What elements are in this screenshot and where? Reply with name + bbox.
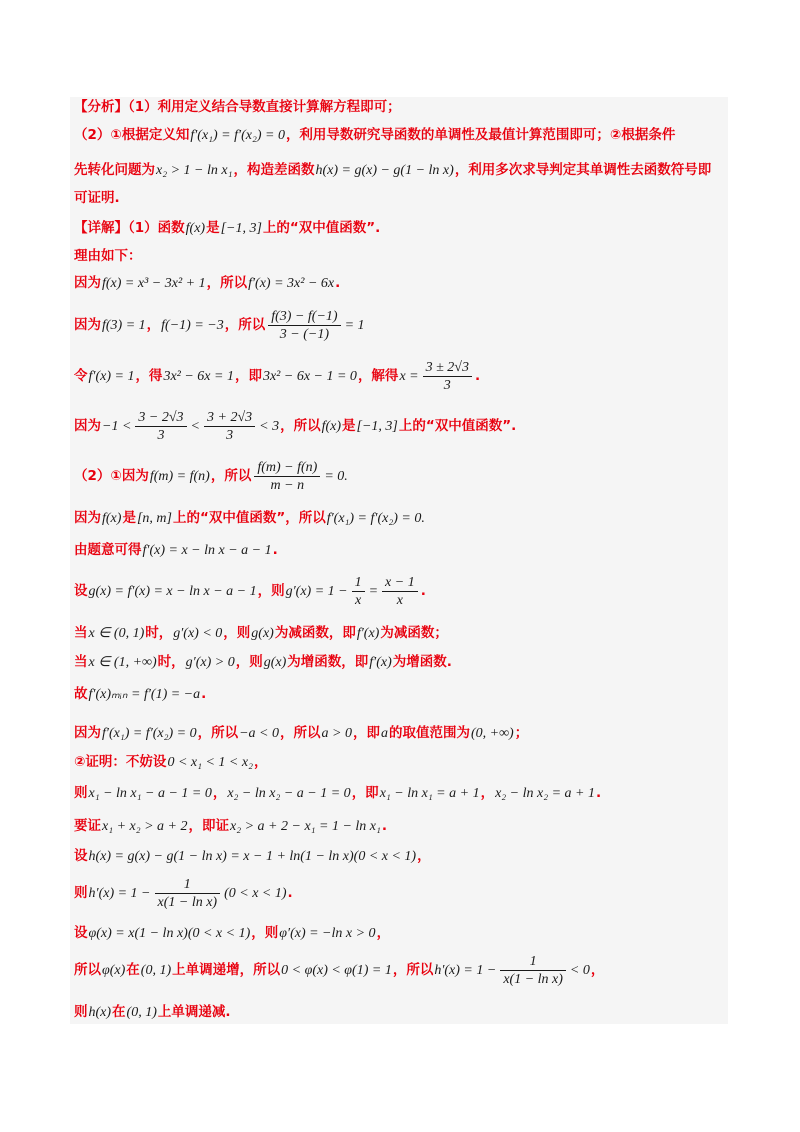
text-run: 故 bbox=[74, 686, 88, 702]
fraction-numerator: x − 1 bbox=[382, 574, 418, 592]
math-expression: [n, m] bbox=[136, 511, 172, 526]
text-run: 上的“双中值函数”. bbox=[262, 220, 381, 236]
fraction-denominator: x(1 − ln x) bbox=[157, 895, 218, 910]
math-expression: f′(x) = 1 bbox=[88, 369, 135, 384]
math-expression: x₂ − ln x₂ = a + 1 bbox=[495, 786, 595, 801]
math-expression: < bbox=[190, 419, 200, 434]
math-expression: (0, 1) bbox=[140, 963, 172, 978]
math-expression: f′(x) = 3x² − 6x bbox=[248, 276, 335, 291]
math-expression: a > 0 bbox=[321, 726, 352, 741]
text-run: 是 bbox=[206, 220, 220, 236]
text-run: ，即证 bbox=[188, 818, 230, 834]
math-expression: = bbox=[368, 584, 379, 599]
math-expression: f(3) = 1 bbox=[102, 318, 146, 333]
text-line bbox=[74, 724, 528, 743]
text-run: 因为 bbox=[74, 418, 101, 434]
math-expression: 3x² − 6x = 1 bbox=[163, 369, 234, 384]
text-line bbox=[74, 753, 267, 772]
text-run: 因为 bbox=[74, 317, 101, 333]
text-line bbox=[74, 541, 278, 560]
fraction-numerator: 1 bbox=[155, 876, 221, 894]
text-line bbox=[74, 359, 480, 394]
text-line bbox=[74, 574, 426, 609]
fraction-denominator: x bbox=[354, 593, 362, 608]
math-expression: g′(x) = 1 − bbox=[285, 584, 348, 599]
math-expression: f(x) bbox=[185, 221, 206, 236]
text-line bbox=[74, 817, 387, 836]
math-expression: h(x) = g(x) − g(1 − ln x) bbox=[315, 163, 454, 178]
fraction bbox=[499, 953, 567, 988]
math-expression: h(x) = g(x) − g(1 − ln x) = x − 1 + ln(1 − ln x)(0 < x < 1) bbox=[88, 849, 417, 864]
text-run: 【详解】（1）函数 bbox=[74, 220, 185, 236]
fraction-numerator: 3 − 2√3 bbox=[135, 409, 186, 427]
text-run: 所以 bbox=[74, 962, 101, 978]
math-expression: x ∈ (1, +∞) bbox=[88, 655, 157, 670]
math-expression: h′(x) = 1 − bbox=[434, 963, 497, 978]
math-expression: f(x) bbox=[102, 511, 122, 526]
math-expression: (0 < x < 1) bbox=[224, 886, 287, 901]
text-run: ，即 bbox=[351, 785, 379, 801]
text-run: . bbox=[474, 368, 481, 384]
text-line bbox=[74, 409, 516, 444]
text-run: 则 bbox=[74, 1004, 88, 1020]
math-expression: x₂ − ln x₂ − a − 1 = 0 bbox=[227, 786, 351, 801]
fraction-numerator: 1 bbox=[500, 953, 566, 971]
text-run: . bbox=[381, 818, 388, 834]
fraction-denominator: 3 bbox=[226, 428, 234, 443]
fraction-numerator: 3 ± 2√3 bbox=[423, 359, 472, 377]
math-expression: (0, +∞) bbox=[470, 726, 514, 741]
text-run: ， bbox=[253, 754, 268, 770]
math-expression: f′(x)ₘᵢₙ = f′(1) = −a bbox=[88, 687, 201, 702]
math-expression: h(x) bbox=[88, 1005, 112, 1020]
text-run: 上的“双中值函数”. bbox=[398, 418, 517, 434]
text-run: 设 bbox=[74, 925, 88, 941]
text-run: ，所以 bbox=[280, 725, 321, 741]
math-expression: −1 < bbox=[102, 419, 132, 434]
text-run: 因为 bbox=[74, 275, 101, 291]
text-run: ，所以 bbox=[197, 725, 239, 741]
text-run: ，利用导数研究导函数的单调性及最值计算范围即可；②根据条件 bbox=[285, 127, 676, 143]
math-expression: = 1 bbox=[344, 318, 365, 333]
text-line bbox=[74, 1003, 231, 1022]
math-expression: < 0 bbox=[569, 963, 590, 978]
text-run: . bbox=[201, 686, 207, 702]
text-run: 的取值范围为 bbox=[388, 725, 470, 741]
text-run: ， bbox=[212, 785, 227, 801]
math-expression: φ(x) bbox=[102, 963, 126, 978]
text-run: ； bbox=[514, 725, 529, 741]
fraction bbox=[422, 359, 473, 394]
text-run: 令 bbox=[74, 368, 88, 384]
fraction-numerator: f(m) − f(n) bbox=[254, 459, 320, 477]
text-run: 上单调递减. bbox=[157, 1004, 231, 1020]
math-expression: f′(x) bbox=[356, 626, 380, 641]
text-run: ，即 bbox=[352, 725, 380, 741]
math-expression: −a < 0 bbox=[239, 726, 280, 741]
text-run: ②证明：不妨设 bbox=[74, 754, 167, 770]
math-expression: h′(x) = 1 − bbox=[88, 886, 151, 901]
text-run: . bbox=[335, 275, 341, 291]
text-line bbox=[74, 847, 431, 866]
math-expression: x₂ > 1 − ln x₁ bbox=[156, 163, 233, 178]
text-run: ， bbox=[590, 962, 605, 978]
text-line bbox=[74, 126, 675, 145]
math-expression: f′(x₁) = f′(x₂) = 0 bbox=[190, 128, 285, 143]
math-expression: 0 < x₁ < 1 < x₂ bbox=[167, 755, 253, 770]
text-run: 为减函数，即 bbox=[274, 625, 356, 641]
text-run: 当 bbox=[74, 654, 88, 670]
fraction bbox=[203, 409, 256, 444]
math-expression: g′(x) > 0 bbox=[185, 655, 235, 670]
math-expression: a bbox=[380, 726, 388, 741]
math-expression: f′(x₁) = f′(x₂) = 0 bbox=[102, 726, 197, 741]
text-run: ，则 bbox=[235, 654, 263, 670]
text-run: 在 bbox=[126, 962, 140, 978]
text-run: ，所以 bbox=[392, 962, 434, 978]
math-expression: x₁ − ln x₁ = a + 1 bbox=[379, 786, 480, 801]
fraction-denominator: 3 bbox=[157, 428, 165, 443]
math-expression: f′(x) = x − ln x − a − 1 bbox=[142, 543, 272, 558]
math-expression: φ(x) = x(1 − ln x)(0 < x < 1) bbox=[88, 926, 251, 941]
math-expression: f(−1) = −3 bbox=[161, 318, 224, 333]
text-run: （2）①因为 bbox=[74, 468, 149, 484]
text-run: （2）①根据定义知 bbox=[74, 127, 190, 143]
math-expression: f′(x) bbox=[369, 655, 392, 670]
text-run: ，所以 bbox=[224, 317, 266, 333]
text-run: ，所以 bbox=[210, 468, 252, 484]
text-run: ，所以 bbox=[206, 275, 248, 291]
text-run: ， bbox=[480, 785, 495, 801]
math-expression: x = bbox=[399, 369, 419, 384]
math-expression: g(x) bbox=[251, 626, 274, 641]
text-run: 由题意可得 bbox=[74, 542, 142, 558]
text-run: 上单调递增，所以 bbox=[172, 962, 281, 978]
text-run: 为减函数； bbox=[380, 625, 448, 641]
math-expression: f(x) = x³ − 3x² + 1 bbox=[102, 276, 206, 291]
math-expression: φ′(x) = −ln x > 0 bbox=[279, 926, 376, 941]
text-run: 上的“双中值函数”，所以 bbox=[172, 510, 326, 526]
text-line bbox=[74, 924, 390, 943]
text-line bbox=[74, 685, 206, 704]
text-line bbox=[74, 653, 452, 672]
math-expression: x₁ + x₂ > a + 2 bbox=[102, 819, 188, 834]
fraction bbox=[351, 574, 366, 609]
text-run: 因为 bbox=[74, 510, 101, 526]
math-expression: f′(x₁) = f′(x₂) = 0. bbox=[326, 511, 425, 526]
fraction bbox=[134, 409, 187, 444]
math-expression: [−1, 3] bbox=[220, 221, 262, 236]
text-run: 时， bbox=[157, 654, 185, 670]
text-run: ， bbox=[376, 925, 391, 941]
text-run: 理由如下： bbox=[74, 248, 142, 264]
math-expression: g(x) = f′(x) = x − ln x − a − 1 bbox=[88, 584, 257, 599]
text-run: 在 bbox=[112, 1004, 126, 1020]
text-run: 要证 bbox=[74, 818, 101, 834]
text-run: 是 bbox=[342, 418, 356, 434]
text-run: 为增函数，即 bbox=[287, 654, 369, 670]
fraction-denominator: x bbox=[396, 593, 403, 608]
text-run: 当 bbox=[74, 625, 88, 641]
text-run: 可证明. bbox=[74, 190, 120, 206]
math-expression: x₂ > a + 2 − x₁ = 1 − ln x₁ bbox=[230, 819, 381, 834]
math-expression: = 0. bbox=[324, 469, 348, 484]
math-expression: (0, 1) bbox=[126, 1005, 157, 1020]
text-run: ，所以 bbox=[280, 418, 321, 434]
text-run: ，则 bbox=[223, 625, 251, 641]
text-run: ， bbox=[417, 848, 431, 864]
text-run: ， bbox=[146, 317, 161, 333]
math-expression: x ∈ (0, 1) bbox=[88, 626, 145, 641]
math-expression: 3x² − 6x − 1 = 0 bbox=[262, 369, 357, 384]
fraction-denominator: 3 bbox=[443, 378, 451, 393]
text-line bbox=[74, 308, 366, 343]
text-line bbox=[74, 161, 711, 180]
math-expression: 0 < φ(x) < φ(1) = 1 bbox=[281, 963, 392, 978]
text-run: . bbox=[272, 542, 278, 558]
fraction-numerator: 1 bbox=[352, 574, 365, 592]
text-run: . bbox=[287, 885, 293, 901]
math-expression: < 3 bbox=[259, 419, 280, 434]
math-expression: g(x) bbox=[263, 655, 287, 670]
text-run: 则 bbox=[74, 785, 88, 801]
fraction-numerator: f(3) − f(−1) bbox=[268, 308, 340, 326]
text-run: ，构造差函数 bbox=[233, 162, 315, 178]
math-expression: f(m) = f(n) bbox=[149, 469, 210, 484]
fraction bbox=[381, 574, 419, 609]
text-run: 【分析】（1）利用定义结合导数直接计算解方程即可； bbox=[74, 99, 401, 115]
text-line bbox=[74, 98, 401, 116]
math-expression: f(x) bbox=[321, 419, 342, 434]
fraction bbox=[253, 459, 321, 494]
text-line bbox=[74, 219, 380, 238]
text-run: . bbox=[420, 583, 426, 599]
text-run: ，则 bbox=[251, 925, 279, 941]
text-line bbox=[74, 509, 426, 528]
text-run: 则 bbox=[74, 885, 88, 901]
text-line bbox=[74, 274, 340, 293]
text-run: 是 bbox=[122, 510, 136, 526]
math-expression: [−1, 3] bbox=[356, 419, 398, 434]
text-run: ，得 bbox=[135, 368, 163, 384]
text-line bbox=[74, 247, 142, 265]
text-run: 先转化问题为 bbox=[74, 162, 155, 178]
text-run: 时， bbox=[145, 625, 173, 641]
fraction-denominator: 3 − (−1) bbox=[279, 327, 329, 342]
text-run: 设 bbox=[74, 583, 88, 599]
text-run: ，即 bbox=[234, 368, 262, 384]
text-run: 因为 bbox=[74, 725, 101, 741]
text-run: 为增函数. bbox=[392, 654, 452, 670]
text-run: . bbox=[596, 785, 602, 801]
math-expression: x₁ − ln x₁ − a − 1 = 0 bbox=[88, 786, 212, 801]
text-line bbox=[74, 784, 601, 803]
text-run: 设 bbox=[74, 848, 88, 864]
fraction-denominator: x(1 − ln x) bbox=[503, 972, 563, 987]
math-expression: g′(x) < 0 bbox=[173, 626, 223, 641]
text-line bbox=[74, 624, 448, 643]
text-run: ，解得 bbox=[357, 368, 399, 384]
fraction-numerator: 3 + 2√3 bbox=[204, 409, 255, 427]
fraction bbox=[154, 876, 222, 911]
text-run: ，则 bbox=[257, 583, 285, 599]
text-line bbox=[74, 459, 349, 494]
fraction bbox=[267, 308, 341, 343]
text-line bbox=[74, 189, 120, 207]
fraction-denominator: m − n bbox=[270, 478, 305, 493]
text-line bbox=[74, 953, 604, 988]
text-run: ，利用多次求导判定其单调性去函数符号即 bbox=[454, 162, 712, 178]
text-line bbox=[74, 876, 293, 911]
